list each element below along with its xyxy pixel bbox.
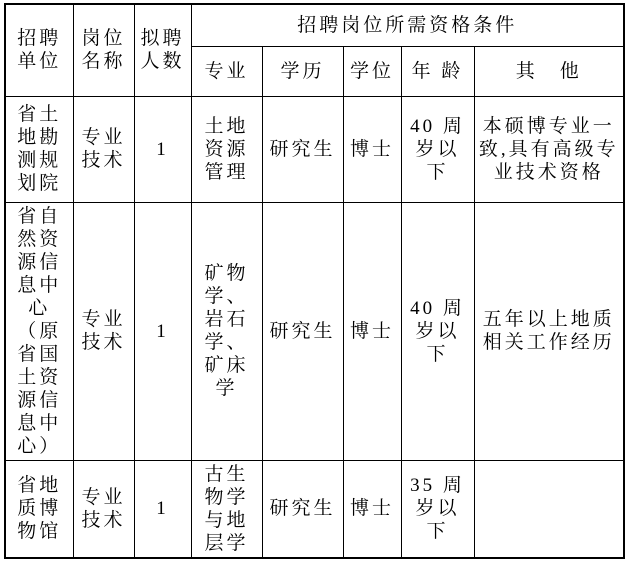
row1-education-cell: 研究生 <box>262 96 343 202</box>
row3-unit-cell: 省地质博物馆 <box>5 460 73 558</box>
row3-education-cell: 研究生 <box>262 460 343 558</box>
header-position: 岗位名称 <box>73 4 134 96</box>
header-count: 拟聘人数 <box>134 4 191 96</box>
row3-count-cell: 1 <box>134 460 191 558</box>
row1-major-cell: 土地资源管理 <box>191 96 262 202</box>
row3-major-cell: 古生物学与地层学 <box>191 460 262 558</box>
row3-age-cell: 35 周岁以下 <box>401 460 474 558</box>
header-age: 年 龄 <box>401 46 474 96</box>
row2-position-cell: 专业技术 <box>73 202 134 460</box>
header-major: 专业 <box>191 46 262 96</box>
table-row <box>5 96 624 202</box>
row1-degree-cell: 博士 <box>343 96 401 202</box>
row1-unit-cell: 省土地勘测规划院 <box>5 96 73 202</box>
row2-degree-cell: 博士 <box>343 202 401 460</box>
row2-education-cell: 研究生 <box>262 202 343 460</box>
table-row <box>5 460 624 558</box>
row1-count-cell: 1 <box>134 96 191 202</box>
table-row <box>5 202 624 460</box>
header-education: 学历 <box>262 46 343 96</box>
row2-age-cell: 40 周岁以下 <box>401 202 474 460</box>
header-unit: 招聘单位 <box>5 4 73 96</box>
header-other: 其 他 <box>474 46 624 96</box>
row3-degree-cell: 博士 <box>343 460 401 558</box>
recruitment-table <box>4 3 625 559</box>
row1-age-cell: 40 周岁以下 <box>401 96 474 202</box>
row2-other-cell: 五年以上地质相关工作经历 <box>474 202 624 460</box>
header-qualifications-group: 招聘岗位所需资格条件 <box>191 4 624 46</box>
row2-count-cell: 1 <box>134 202 191 460</box>
row3-position-cell: 专业技术 <box>73 460 134 558</box>
row3-other-cell <box>474 460 624 558</box>
row1-position-cell: 专业技术 <box>73 96 134 202</box>
row2-major-cell: 矿物学、岩石学、矿床学 <box>191 202 262 460</box>
header-degree: 学位 <box>343 46 401 96</box>
row2-unit-cell: 省自然资源信息中心（原省国土资源信息中心） <box>5 202 73 460</box>
row1-other-cell: 本硕博专业一致,具有高级专业技术资格 <box>474 96 624 202</box>
